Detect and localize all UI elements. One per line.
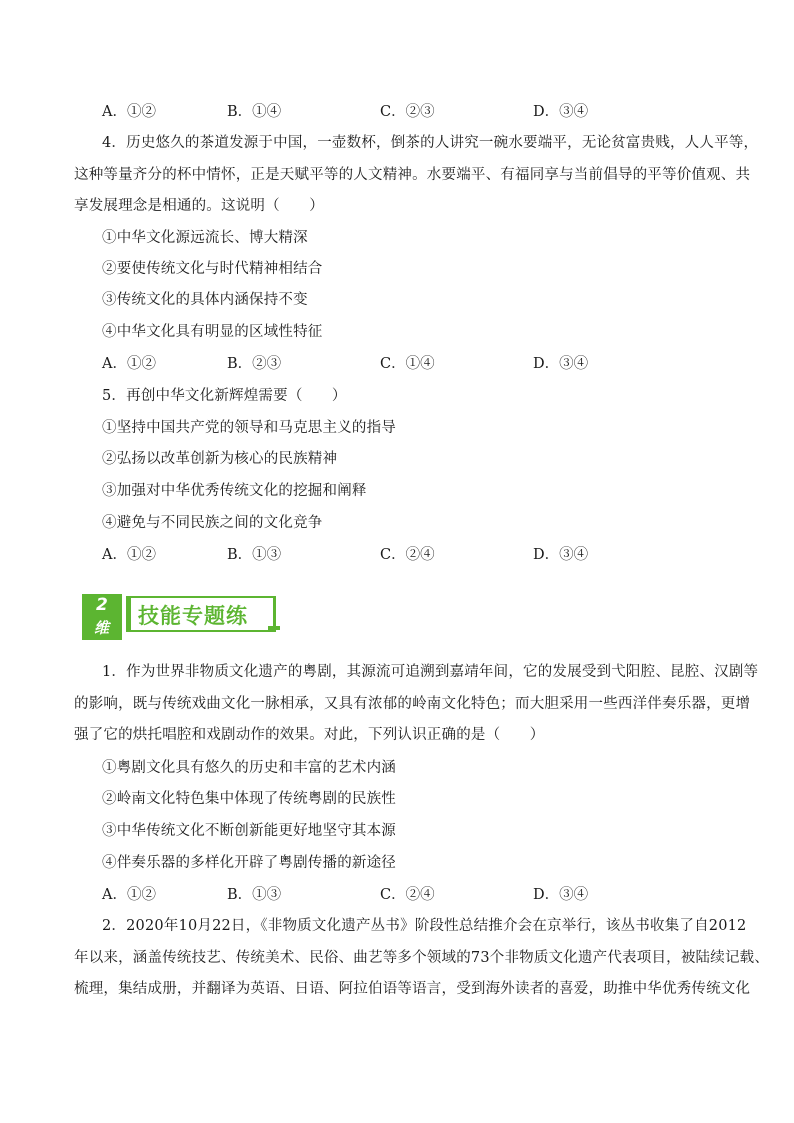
option-c: C．②③ [380,104,435,120]
option-d: D．③④ [533,547,589,563]
question-stem-line: 4．历史悠久的茶道发源于中国，一壶数杯，倒茶的人讲究一碗水要端平，无论贫富贵贱，人人平等， [102,135,759,151]
statement-item: ③加强对中华优秀传统文化的挖掘和阐释 [102,483,367,499]
option-c: C．①④ [380,356,435,372]
option-b: B．①④ [227,104,282,120]
section-banner [82,590,278,640]
question-stem-line: 2．2020年10月22日，《非物质文化遗产丛书》阶段性总结推介会在京举行，该丛书收集了自2012 [102,918,747,934]
question-stem-line: 年以来，涵盖传统技艺、传统美术、民俗、曲艺等多个领域的73个非物质文化遗产代表项目，被陆续记载、 [74,950,770,966]
question-stem-line: 享发展理念是相通的。这说明（ ） [74,198,324,214]
option-a: A．①② [102,887,156,903]
section-badge-number: 2 [96,595,108,615]
option-c: C．②④ [380,547,435,563]
section-title: 技能专题练 [138,604,248,628]
question-stem-line: 的影响，既与传统戏曲文化一脉相承，又具有浓郁的岭南文化特色；而大胆采用一些西洋伴奏乐器，更增 [74,696,751,712]
question-stem-line: 强了它的烘托唱腔和戏剧动作的效果。对此，下列认识正确的是（ ） [74,727,545,743]
option-a: A．①② [102,356,156,372]
question-stem-line: 这种等量齐分的杯中情怀，正是天赋平等的人文精神。水要端平、有福同享与当前倡导的平等价值观、共 [74,167,751,183]
option-b: B．①③ [227,547,282,563]
statement-item: ③中华传统文化不断创新能更好地坚守其本源 [102,823,396,839]
statement-item: ①粤剧文化具有悠久的历史和丰富的艺术内涵 [102,760,396,776]
question-stem-line: 梳理，集结成册，并翻译为英语、日语、阿拉伯语等语言，受到海外读者的喜爱，助推中华优秀传统文化 [74,981,751,997]
section-badge [82,594,122,640]
statement-item: ①中华文化源远流长、博大精深 [102,230,308,246]
statement-item: ②弘扬以改革创新为核心的民族精神 [102,451,338,467]
question-stem-line: 5．再创中华文化新辉煌需要（ ） [102,388,347,404]
statement-item: ②要使传统文化与时代精神相结合 [102,261,323,277]
section-title-underline [268,626,280,630]
question-stem-line: 1．作为世界非物质文化遗产的粤剧，其源流可追溯到嘉靖年间，它的发展受到弋阳腔、昆腔、汉剧等 [102,664,759,680]
option-b: B．①③ [227,887,282,903]
statement-item: ④伴奏乐器的多样化开辟了粤剧传播的新途径 [102,855,396,871]
statement-item: ④中华文化具有明显的区域性特征 [102,324,323,340]
option-d: D．③④ [533,356,589,372]
option-c: C．②④ [380,887,435,903]
option-d: D．③④ [533,104,589,120]
statement-item: ③传统文化的具体内涵保持不变 [102,292,308,308]
statement-item: ②岭南文化特色集中体现了传统粤剧的民族性 [102,791,396,807]
option-d: D．③④ [533,887,589,903]
statement-item: ④避免与不同民族之间的文化竞争 [102,515,323,531]
section-badge-char: 维 [94,619,110,637]
option-a: A．①② [102,104,156,120]
option-a: A．①② [102,547,156,563]
option-b: B．②③ [227,356,282,372]
statement-item: ①坚持中国共产党的领导和马克思主义的指导 [102,420,396,436]
